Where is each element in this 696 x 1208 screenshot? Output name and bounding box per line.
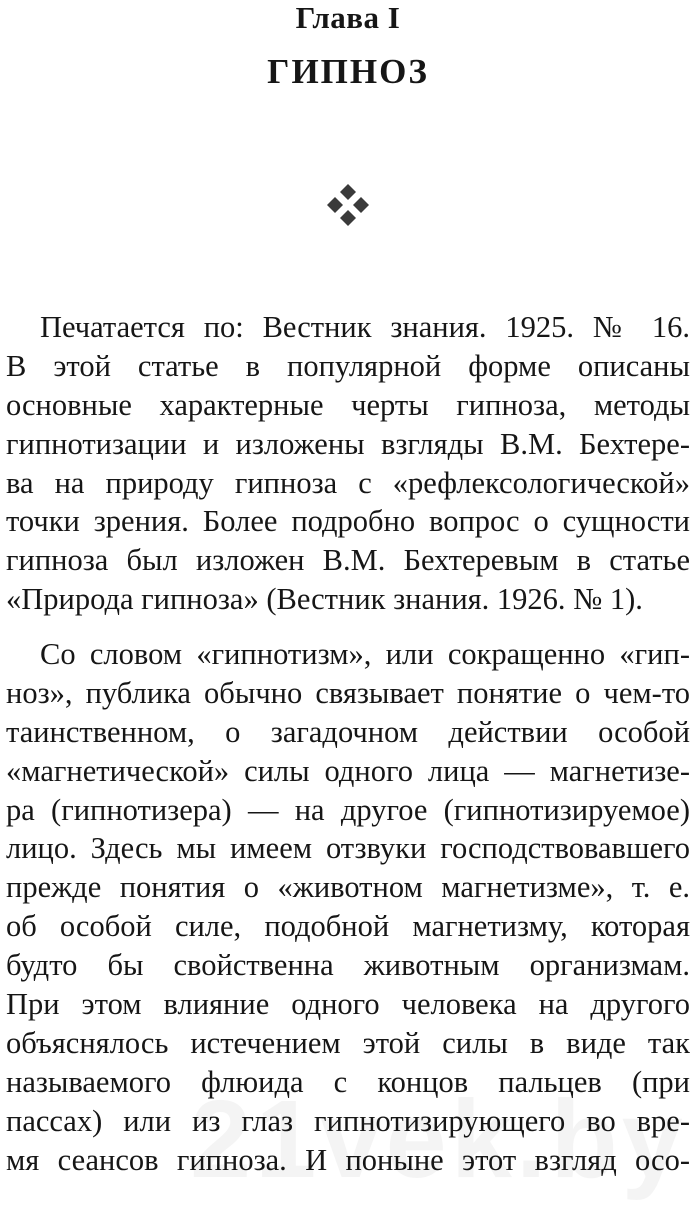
editorial-note <box>6 308 690 619</box>
text-line: ра (гипнотизера) — на другое (гипнотизируемое) <box>6 792 690 827</box>
text-line: называемого флюида с концов пальцев (при <box>6 1064 690 1099</box>
text-line: основные характерные черты гипноза, методы <box>6 387 690 422</box>
text-line: таинственном, о загадочном действии особой <box>6 714 690 749</box>
chapter-title: ГИПНОЗ <box>267 52 429 91</box>
text-line: пассах) или из глаз гипнотизирующего во вре- <box>6 1103 690 1138</box>
text-line: гипноза был изложен В.М. Бехтеревым в статье <box>6 543 690 578</box>
chapter-label: Глава I <box>295 0 401 35</box>
text-line: точки зрения. Более подробно вопрос о сущности <box>6 504 690 539</box>
four-diamond-ornament-icon <box>325 182 371 228</box>
text-line: «Природа гипноза» (Вестник знания. 1926. № 1). <box>6 582 643 617</box>
text-line: будто бы свойственна животным организмам. <box>6 948 690 983</box>
text-line: объяснялось истечением этой силы в виде так <box>6 1025 690 1060</box>
text-line: лицо. Здесь мы имеем отзвуки господствовавшего <box>6 831 690 866</box>
text-line: «магнетической» силы одного лица — магнетизе- <box>6 753 690 788</box>
text-line: об особой силе, подобной магнетизму, которая <box>6 909 690 944</box>
ornament-diamond-left <box>327 197 343 213</box>
text-line: гипнотизации и изложены взгляды В.М. Бехтере- <box>6 426 690 461</box>
text-line: При этом влияние одного человека на другого <box>6 987 690 1022</box>
text-line: ва на природу гипноза с «рефлексологической» <box>6 465 690 500</box>
text-line: В этой статье в популярной форме описаны <box>6 348 690 383</box>
text-line: ноз», публика обычно связывает понятие о чем-то <box>6 675 690 710</box>
text-line: Со словом «гипнотизм», или сокращенно «гип- <box>40 637 690 671</box>
ornament-diamond-right <box>353 197 369 213</box>
text-line: мя сеансов гипноза. И поныне этот взгляд осо- <box>6 1142 690 1177</box>
body-paragraph <box>6 635 690 1179</box>
ornament-diamond-bottom <box>340 210 356 226</box>
text-line: Печатается по: Вестник знания. 1925. № 16. <box>40 310 690 344</box>
ornament-diamond-top <box>340 184 356 200</box>
text-line: прежде понятия о «животном магнетизме», т. е. <box>6 870 690 905</box>
